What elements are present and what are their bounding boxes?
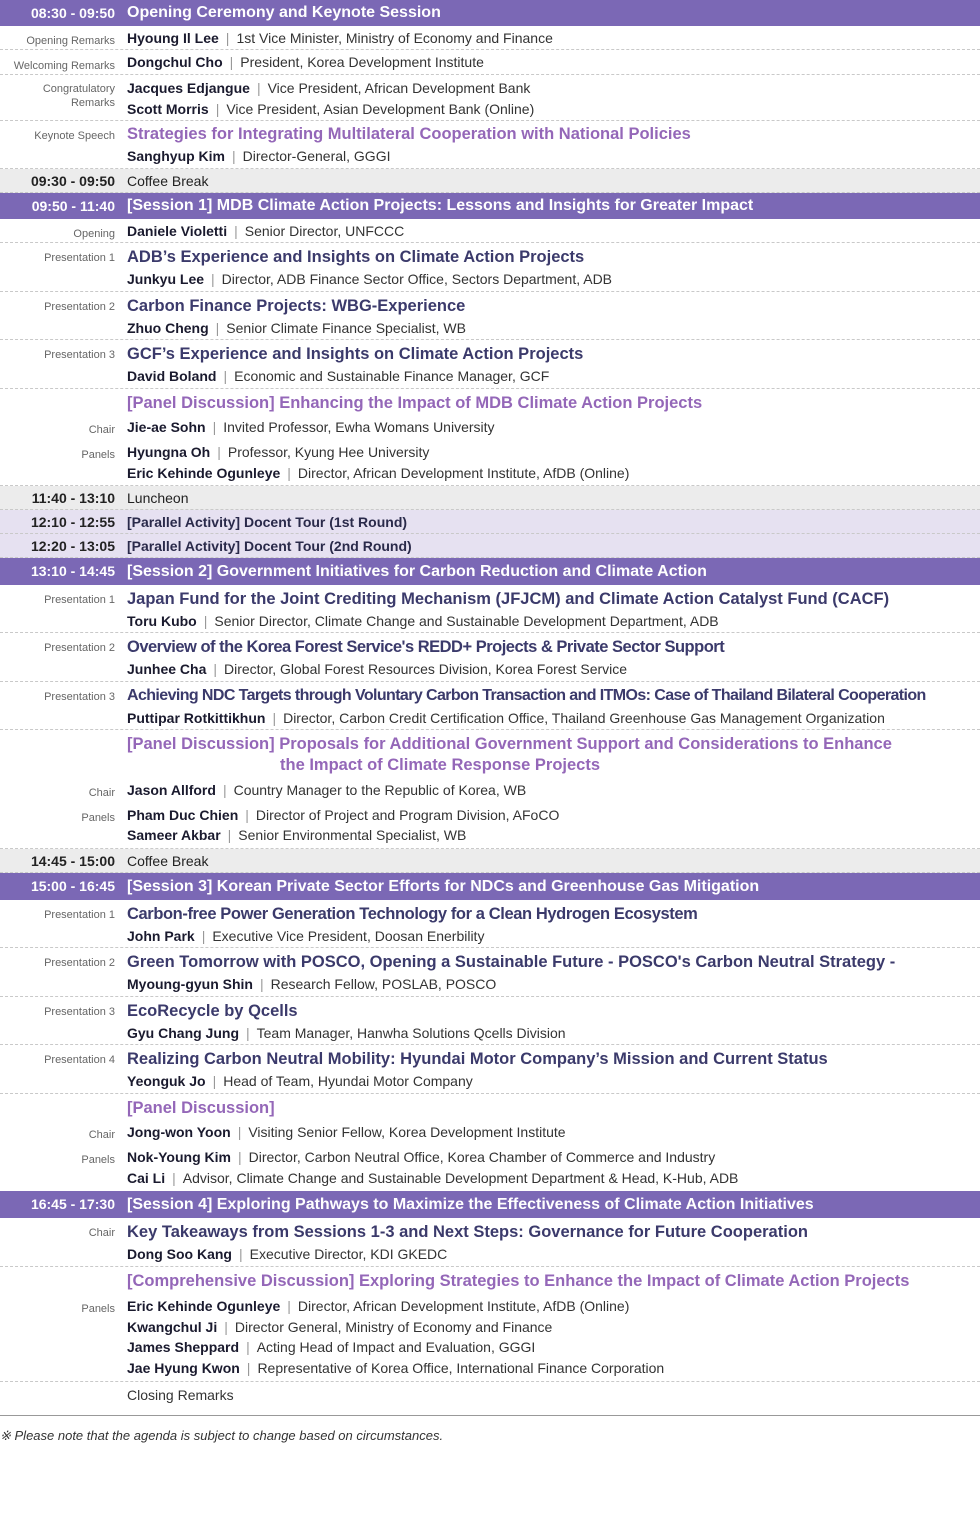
docent-tour-2-row: [0, 534, 980, 558]
speaker-role: Country Manager to the Republic of Korea, WB: [233, 782, 527, 798]
panels-label: Panels: [81, 1303, 115, 1315]
speaker-line: [127, 417, 495, 437]
s1-presentation-3: [0, 340, 980, 389]
separator: |: [227, 827, 232, 843]
speaker-name: Hyungna Oh: [127, 444, 211, 460]
session-time: 08:30 - 09:50: [30, 5, 115, 21]
speaker-line: [127, 28, 553, 48]
speaker-role: Head of Team, Hyundai Motor Company: [223, 1073, 473, 1089]
separator: |: [212, 1073, 217, 1089]
speaker-line: [127, 1358, 664, 1378]
speaker-line: [127, 366, 549, 386]
separator: |: [246, 1339, 250, 1355]
separator: |: [217, 444, 221, 460]
speaker-name: Toru Kubo: [127, 613, 197, 629]
separator: |: [229, 54, 234, 70]
speaker-name: Nok-Young Kim: [127, 1149, 231, 1165]
separator: |: [203, 613, 208, 629]
speaker-name: Jacques Edjangue: [127, 80, 250, 96]
separator: |: [211, 271, 215, 287]
speaker-name: Jason Allford: [127, 782, 216, 798]
panel-title-continued: the Impact of Climate Response Projects: [280, 756, 601, 774]
talk-title: Key Takeaways from Sessions 1-3 and Next Steps: Governance for Future Cooperation: [127, 1223, 808, 1241]
talk-title: Strategies for Integrating Multilateral Cooperation with National Policies: [127, 125, 691, 143]
row-label: Presentation 1: [44, 594, 115, 606]
speaker-line: [127, 805, 559, 825]
session-header-3: [0, 873, 980, 900]
talk-title: Achieving NDC Targets through Voluntary Carbon Transaction and ITMOs: Case of Thailand Bilateral Cooperation: [127, 687, 926, 704]
s3-presentation-1: [0, 900, 980, 948]
panel-title: [Panel Discussion]: [127, 1099, 275, 1117]
speaker-role: Executive Vice President, Doosan Enerbility: [212, 928, 485, 944]
panel-title: [Comprehensive Discussion] Exploring Strategies to Enhance the Impact of Climate Action Projects: [127, 1272, 910, 1290]
speaker-role: Vice President, Asian Development Bank (Online): [226, 101, 535, 117]
talk-title: Realizing Carbon Neutral Mobility: Hyundai Motor Company’s Mission and Current Status: [127, 1050, 828, 1068]
s3-panel-discussion: [0, 1094, 980, 1191]
speaker-role: Economic and Sustainable Finance Manager, GCF: [234, 368, 550, 384]
speaker-name: Yeonguk Jo: [127, 1073, 206, 1089]
separator: |: [287, 1298, 291, 1314]
talk-title: Green Tomorrow with POSCO, Opening a Sustainable Future - POSCO's Carbon Neutral Strategy -: [127, 953, 896, 971]
row-label: Presentation 3: [44, 1006, 115, 1018]
speaker-role: Director, Carbon Credit Certification Office, Thailand Greenhouse Gas Management Organization: [283, 710, 885, 726]
luncheon-row: [0, 486, 980, 510]
speaker-line: [127, 99, 534, 119]
session-header-1: [0, 193, 980, 219]
speaker-name: Daniele Violetti: [127, 223, 228, 239]
speaker-line: [127, 221, 404, 241]
speaker-role: Research Fellow, POSLAB, POSCO: [270, 976, 497, 992]
row-label: Presentation 1: [44, 252, 115, 264]
speaker-name: Pham Duc Chien: [127, 807, 239, 823]
speaker-line: [127, 1122, 566, 1142]
talk-title: Japan Fund for the Joint Crediting Mechanism (JFJCM) and Climate Action Catalyst Fund (CACF): [127, 590, 890, 608]
panels-label: Panels: [81, 1154, 115, 1166]
panels-label: Panels: [81, 449, 115, 461]
talk-title: ADB’s Experience and Insights on Climate Action Projects: [127, 248, 585, 266]
separator: |: [256, 80, 261, 96]
speaker-line: [127, 146, 390, 166]
chair-label: Chair: [88, 787, 115, 799]
speaker-name: Puttipar Rotkittikhun: [127, 710, 266, 726]
separator: |: [246, 1025, 250, 1041]
talk-title: GCF’s Experience and Insights on Climate Action Projects: [127, 345, 584, 363]
talk-title: Carbon-free Power Generation Technology for a Clean Hydrogen Ecosystem: [127, 905, 698, 923]
speaker-name: Dong Soo Kang: [127, 1246, 232, 1262]
speaker-role: Director-General, GGGI: [242, 148, 391, 164]
closing-remarks: Closing Remarks: [127, 1387, 234, 1403]
session-time: 13:10 - 14:45: [30, 563, 115, 579]
speaker-role: Director, ADB Finance Sector Office, Sectors Department, ADB: [221, 271, 613, 287]
speaker-role: Executive Director, KDI GKEDC: [249, 1246, 448, 1262]
congratulatory-remarks-row: [0, 75, 980, 121]
session-title: [Session 1] MDB Climate Action Projects: Lessons and Insights for Greater Impact: [127, 197, 754, 214]
speaker-line: [127, 52, 484, 72]
session-time: 16:45 - 17:30: [30, 1196, 115, 1212]
separator: |: [213, 661, 217, 677]
panel-title: [Panel Discussion] Proposals for Additional Government Support and Considerations to Enhance: [127, 735, 892, 753]
separator: |: [232, 148, 236, 164]
keynote-row: [0, 121, 980, 169]
speaker-name: Cai Li: [127, 1170, 166, 1186]
speaker-name: Eric Kehinde Ogunleye: [127, 1298, 281, 1314]
speaker-role: Representative of Korea Office, International Finance Corporation: [257, 1360, 665, 1376]
speaker-role: Director, African Development Institute, AfDB (Online): [297, 1298, 630, 1314]
separator: |: [234, 223, 238, 239]
separator: |: [172, 1170, 176, 1186]
speaker-name: Jie-ae Sohn: [127, 419, 206, 435]
row-label: [0, 82, 115, 110]
speaker-name: David Boland: [127, 368, 217, 384]
row-label: Presentation 2: [44, 301, 115, 313]
row-label: Presentation 2: [44, 642, 115, 654]
break-time: 14:45 - 15:00: [30, 853, 115, 869]
speaker-name: Junkyu Lee: [127, 271, 205, 287]
speaker-role: Director of Project and Program Division, AFoCO: [255, 807, 560, 823]
row-label: Keynote Speech: [34, 130, 115, 142]
speaker-name: Scott Morris: [127, 101, 209, 117]
speaker-line: [127, 780, 526, 800]
speaker-role: Senior Climate Finance Specialist, WB: [226, 320, 466, 336]
speaker-line: [127, 442, 429, 462]
speaker-role: President, Korea Development Institute: [240, 54, 484, 70]
talk-title: Overview of the Korea Forest Service's REDD+ Projects & Private Sector Support: [127, 638, 725, 656]
session-time: 15:00 - 16:45: [30, 878, 115, 894]
speaker-line: [127, 318, 466, 338]
row-label-line: Congratulatory: [42, 83, 115, 95]
speaker-role: Visiting Senior Fellow, Korea Development Institute: [248, 1124, 566, 1140]
separator: |: [237, 1124, 242, 1140]
chair-label: Chair: [88, 1129, 115, 1141]
row-label: Presentation 4: [44, 1054, 115, 1066]
agenda-note: ※ Please note that the agenda is subject to change based on circumstances.: [0, 1428, 444, 1443]
s3-presentation-4: [0, 1045, 980, 1094]
speaker-role: Director, Carbon Neutral Office, Korea Chamber of Commerce and Industry: [248, 1149, 716, 1165]
separator: |: [224, 1319, 228, 1335]
s2-presentation-1: [0, 585, 980, 633]
break-title: Coffee Break: [127, 173, 209, 189]
row-label: Presentation 1: [44, 909, 115, 921]
coffee-break-row: [0, 849, 980, 873]
session-header-4: [0, 1191, 980, 1218]
speaker-line: [127, 974, 496, 994]
speaker-line: [127, 926, 484, 946]
s4-comprehensive-discussion: [0, 1267, 980, 1382]
speaker-name: Hyoung Il Lee: [127, 30, 219, 46]
activity-time: 12:10 - 12:55: [30, 514, 115, 530]
speaker-name: Gyu Chang Jung: [127, 1025, 239, 1041]
speaker-role: Team Manager, Hanwha Solutions Qcells Division: [256, 1025, 566, 1041]
separator: |: [215, 320, 220, 336]
speaker-name: Jae Hyung Kwon: [127, 1360, 240, 1376]
separator: |: [225, 30, 230, 46]
speaker-line: [127, 611, 719, 631]
speaker-line: [127, 1296, 629, 1316]
separator: |: [215, 101, 220, 117]
separator: |: [201, 928, 206, 944]
panels-label: Panels: [81, 812, 115, 824]
opening-remarks-row: [0, 26, 980, 50]
speaker-name: Zhuo Cheng: [127, 320, 209, 336]
speaker-role: Advisor, Climate Change and Sustainable Development Department & Head, K-Hub, ADB: [182, 1170, 739, 1186]
session-title: [Session 2] Government Initiatives for Carbon Reduction and Climate Action: [127, 563, 707, 580]
speaker-name: Myoung-gyun Shin: [127, 976, 253, 992]
separator: |: [259, 976, 264, 992]
break-title: Coffee Break: [127, 853, 209, 869]
speaker-name: John Park: [127, 928, 195, 944]
s2-presentation-2: [0, 633, 980, 682]
speaker-line: [127, 1317, 552, 1337]
separator: |: [212, 419, 217, 435]
speaker-line: [127, 1147, 715, 1167]
s1-panel-discussion: [0, 389, 980, 486]
speaker-line: [127, 1244, 447, 1264]
row-label: Opening: [73, 228, 115, 240]
talk-title: Carbon Finance Projects: WBG-Experience: [127, 297, 466, 315]
row-label: Presentation 3: [44, 691, 115, 703]
s3-presentation-2: [0, 948, 980, 997]
closing-remarks-row: [0, 1382, 980, 1408]
speaker-line: [127, 825, 466, 845]
speaker-role: Senior Director, Climate Change and Sustainable Development Department, ADB: [214, 613, 719, 629]
separator: |: [237, 1149, 242, 1165]
session-header-opening: [0, 0, 980, 26]
separator: |: [222, 782, 227, 798]
talk-title: EcoRecycle by Qcells: [127, 1002, 298, 1020]
row-label: Presentation 2: [44, 957, 115, 969]
separator: |: [272, 710, 277, 726]
s2-presentation-3: [0, 682, 980, 730]
speaker-role: Acting Head of Impact and Evaluation, GGGI: [256, 1339, 536, 1355]
speaker-line: [127, 659, 627, 679]
break-title: Luncheon: [127, 490, 189, 506]
speaker-role: Director General, Ministry of Economy and Finance: [234, 1319, 553, 1335]
row-label: Welcoming Remarks: [13, 60, 115, 72]
row-label-line: Remarks: [70, 97, 115, 109]
speaker-name: Junhee Cha: [127, 661, 207, 677]
session-header-2: [0, 558, 980, 585]
speaker-name: Dongchul Cho: [127, 54, 223, 70]
separator: |: [245, 807, 249, 823]
break-time: 09:30 - 09:50: [30, 173, 115, 189]
session-title: Opening Ceremony and Keynote Session: [127, 4, 441, 21]
speaker-role: 1st Vice Minister, Ministry of Economy and Finance: [236, 30, 553, 46]
speaker-line: [127, 1337, 535, 1357]
row-label: Opening Remarks: [26, 35, 115, 47]
speaker-name: James Sheppard: [127, 1339, 240, 1355]
session-time: 09:50 - 11:40: [31, 198, 115, 214]
chair-label: Chair: [88, 424, 115, 436]
speaker-line: [127, 78, 530, 98]
speaker-line: [127, 708, 885, 728]
table-bottom-rule: [0, 1415, 980, 1416]
welcoming-remarks-row: [0, 50, 980, 75]
session-title: [Session 3] Korean Private Sector Efforts for NDCs and Greenhouse Gas Mitigation: [127, 878, 760, 895]
session-title: [Session 4] Exploring Pathways to Maximize the Effectiveness of Climate Action Initiatives: [127, 1196, 814, 1213]
speaker-line: [127, 1168, 738, 1188]
speaker-name: Kwangchul Ji: [127, 1319, 218, 1335]
activity-time: 12:20 - 13:05: [30, 538, 115, 554]
separator: |: [239, 1246, 243, 1262]
speaker-role: Vice President, African Development Bank: [267, 80, 531, 96]
break-time: 11:40 - 13:10: [31, 490, 115, 506]
speaker-role: Invited Professor, Ewha Womans University: [223, 419, 495, 435]
speaker-name: Jong-won Yoon: [127, 1124, 231, 1140]
speaker-line: [127, 463, 629, 483]
speaker-name: Eric Kehinde Ogunleye: [127, 465, 281, 481]
speaker-role: Professor, Kyung Hee University: [227, 444, 430, 460]
speaker-role: Senior Director, UNFCCC: [244, 223, 405, 239]
activity-title: [Parallel Activity] Docent Tour (2nd Round): [127, 538, 412, 554]
s1-opening-row: [0, 219, 980, 243]
activity-title: [Parallel Activity] Docent Tour (1st Round): [127, 514, 408, 530]
s1-presentation-1: [0, 243, 980, 292]
row-label: Presentation 3: [44, 349, 115, 361]
coffee-break-row: [0, 169, 980, 193]
panel-title: [Panel Discussion] Enhancing the Impact of MDB Climate Action Projects: [127, 394, 703, 412]
speaker-line: [127, 1071, 473, 1091]
speaker-line: [127, 269, 612, 289]
speaker-name: Sanghyup Kim: [127, 148, 226, 164]
s1-presentation-2: [0, 292, 980, 340]
speaker-role: Senior Environmental Specialist, WB: [238, 827, 467, 843]
docent-tour-1-row: [0, 510, 980, 534]
row-label: Chair: [88, 1227, 115, 1239]
s3-presentation-3: [0, 997, 980, 1045]
separator: |: [223, 368, 228, 384]
s4-chair-row: [0, 1218, 980, 1267]
separator: |: [287, 465, 291, 481]
speaker-role: Director, Global Forest Resources Division, Korea Forest Service: [224, 661, 628, 677]
separator: |: [246, 1360, 251, 1376]
speaker-line: [127, 1023, 566, 1043]
s2-panel-discussion: [0, 730, 980, 849]
speaker-name: Sameer Akbar: [127, 827, 221, 843]
speaker-role: Director, African Development Institute, AfDB (Online): [297, 465, 630, 481]
